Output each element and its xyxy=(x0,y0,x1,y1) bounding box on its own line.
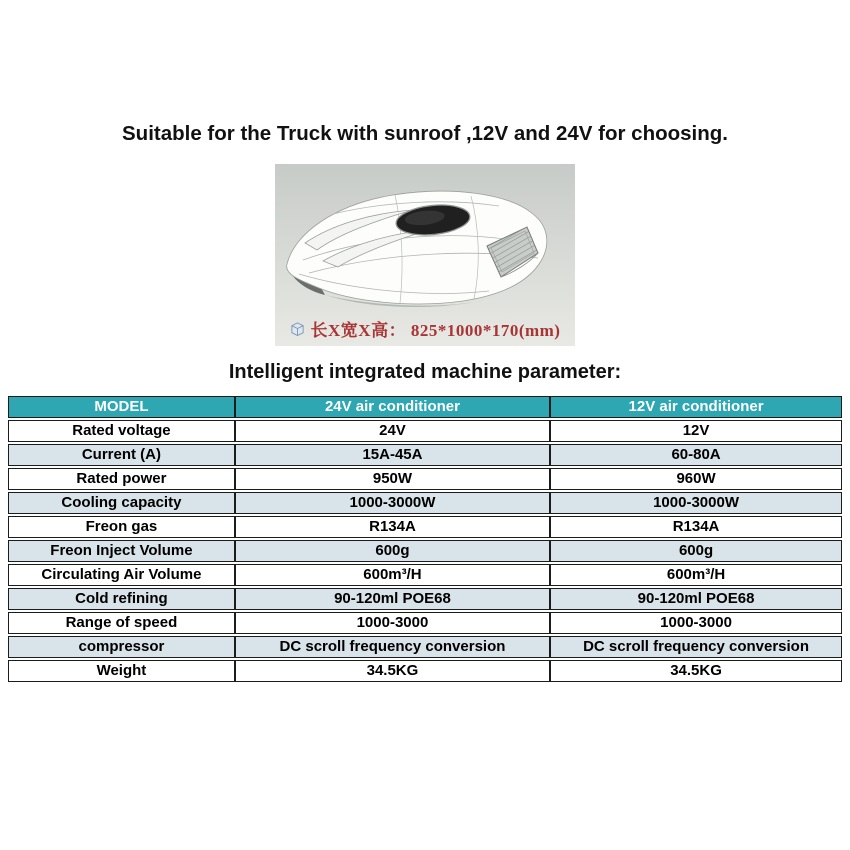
column-header-12v: 12V air conditioner xyxy=(550,396,842,418)
table-row xyxy=(8,516,842,538)
table-row xyxy=(8,444,842,466)
product-image xyxy=(275,164,575,346)
section-heading: Intelligent integrated machine parameter: xyxy=(228,361,622,383)
spec-value-12v: 60-80A xyxy=(550,444,842,466)
table-row xyxy=(8,564,842,586)
column-header-24v: 24V air conditioner xyxy=(235,396,550,418)
spec-value-12v: 1000-3000W xyxy=(550,492,842,514)
spec-value-24v: 90-120ml POE68 xyxy=(235,588,550,610)
dimension-caption-row xyxy=(275,316,575,341)
page-title: Suitable for the Truck with sunroof ,12V and 24V for choosing. xyxy=(122,122,728,145)
spec-value-12v: 12V xyxy=(550,420,842,442)
spec-value-24v: 24V xyxy=(235,420,550,442)
spec-value-12v: 34.5KG xyxy=(550,660,842,682)
spec-value-24v: 600g xyxy=(235,540,550,562)
spec-value-24v: R134A xyxy=(235,516,550,538)
spec-value-24v: 950W xyxy=(235,468,550,490)
spec-value-24v: 34.5KG xyxy=(235,660,550,682)
table-row xyxy=(8,468,842,490)
table-row xyxy=(8,420,842,442)
dimension-icon xyxy=(290,321,305,336)
spec-label: Cooling capacity xyxy=(8,492,235,514)
spec-label: Circulating Air Volume xyxy=(8,564,235,586)
spec-value-24v: 1000-3000 xyxy=(235,612,550,634)
dimension-caption: 长X宽X高： 825*1000*170(mm) xyxy=(310,321,561,340)
spec-label: compressor xyxy=(8,636,235,658)
spec-value-12v: 600m³/H xyxy=(550,564,842,586)
spec-value-24v: DC scroll frequency conversion xyxy=(235,636,550,658)
spec-label: Rated power xyxy=(8,468,235,490)
spec-value-12v: R134A xyxy=(550,516,842,538)
spec-label: Freon Inject Volume xyxy=(8,540,235,562)
table-row xyxy=(8,540,842,562)
table-row xyxy=(8,636,842,658)
table-row xyxy=(8,492,842,514)
column-header-model: MODEL xyxy=(8,396,235,418)
table-row xyxy=(8,588,842,610)
table-header-row xyxy=(8,396,842,418)
spec-value-12v: 90-120ml POE68 xyxy=(550,588,842,610)
spec-label: Weight xyxy=(8,660,235,682)
spec-table xyxy=(8,394,842,684)
spec-value-24v: 1000-3000W xyxy=(235,492,550,514)
spec-value-12v: 960W xyxy=(550,468,842,490)
spec-label: Freon gas xyxy=(8,516,235,538)
spec-value-24v: 600m³/H xyxy=(235,564,550,586)
spec-label: Range of speed xyxy=(8,612,235,634)
spec-value-12v: 1000-3000 xyxy=(550,612,842,634)
spec-value-12v: 600g xyxy=(550,540,842,562)
spec-value-12v: DC scroll frequency conversion xyxy=(550,636,842,658)
table-row xyxy=(8,612,842,634)
spec-value-24v: 15A-45A xyxy=(235,444,550,466)
spec-label: Rated voltage xyxy=(8,420,235,442)
spec-label: Cold refining xyxy=(8,588,235,610)
table-row xyxy=(8,660,842,682)
spec-label: Current (A) xyxy=(8,444,235,466)
